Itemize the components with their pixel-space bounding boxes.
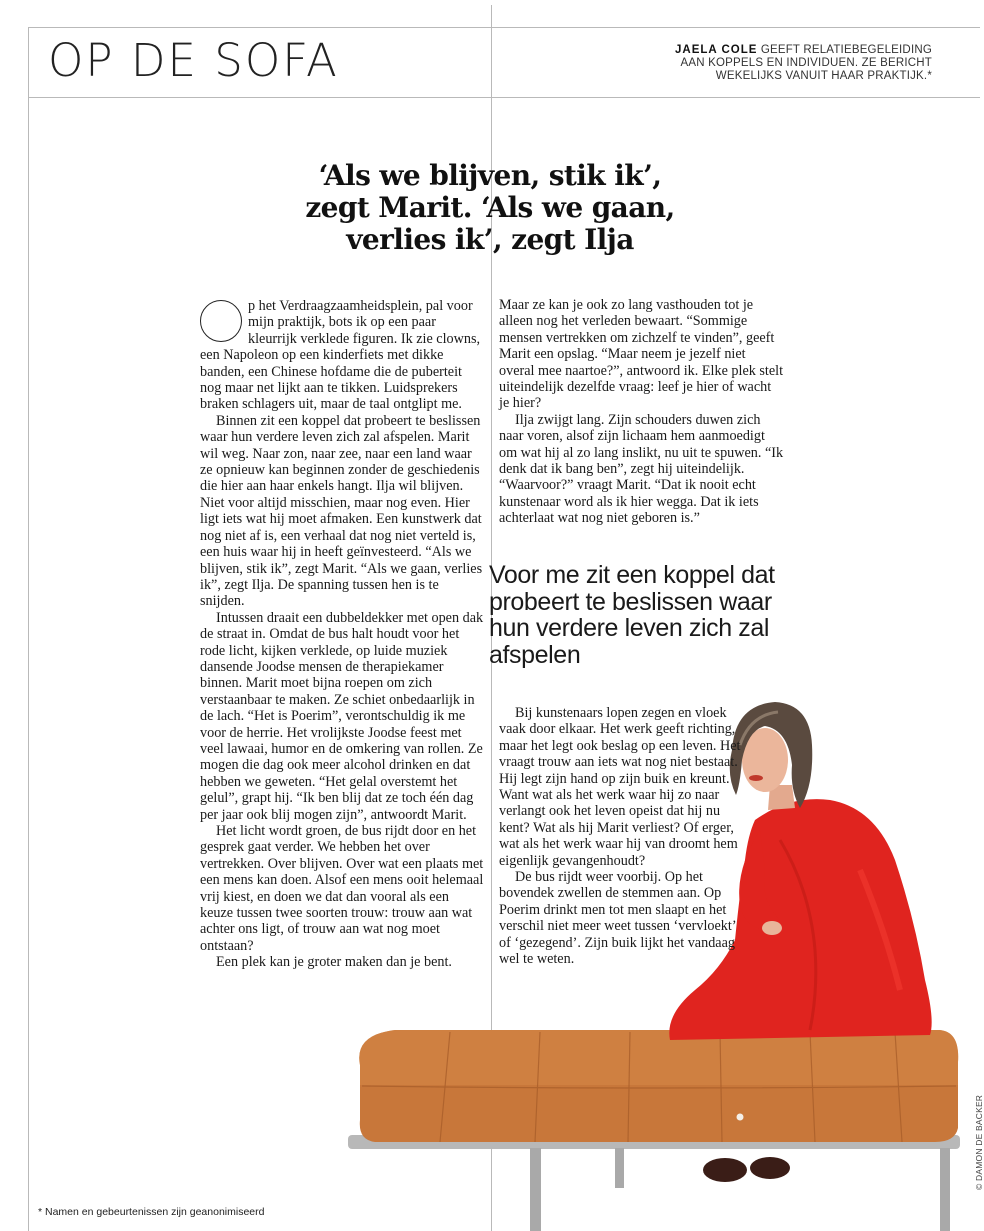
dropcap-circle-icon bbox=[200, 300, 242, 342]
paragraph: Ilja zwijgt lang. Zijn schouders duwen zich naar voren, alsof zijn lichaam hem aanmoedigt om wat hij al zo lang inslikt, nu uit te spuwen. “Ik denk dat ik bang ben”, zegt hij uiteindelijk. “Waarvoor?” vraagt Marit. “Dat ik nooit echt kunstenaar word als ik hier wegga. Dat ik iets achterlaat wat nog niet geboren is.” bbox=[499, 411, 784, 527]
paragraph: Het licht wordt groen, de bus rijdt door en het gesprek gaat verder. We hebben het over vertrekken. Over blijven. Over wat een plaats met een mens kan doen. Alsof een mens ooit helemaal vrij kiest, en doen we dat dan vooral als een keuze tussen twee soorten trouw: trouw aan wat achter ons ligt, of trouw aan wat nog moet ontstaan? bbox=[200, 823, 484, 954]
section-title: OP DE SOFA bbox=[48, 34, 339, 87]
article-column-right bbox=[499, 297, 784, 527]
pull-quote: Voor me zit een koppel dat probeert te beslissen waar hun verdere leven zich zal afspelen bbox=[489, 561, 775, 669]
paragraph: Intussen draait een dubbeldekker met open dak de straat in. Omdat de bus halt houdt voor het rode licht, kijken verklede, op luide muziek dansende Joodse mensen de therapiekamer binnen. Marit moet bijna roepen om zich verstaanbaar te maken. Ze schiet onbedaarlijk in de lach. “Het is Poerim”, verontschuldig ik me voor de herrie. Het vrolijkste Joodse feest met veel lawaai, humor en de omkering van rollen. Ze mogen die dag ook meer alcohol drinken en dat hebben we geweten. “Het gelal overstemt het gelul”, grapt hij. “Ik ben blij dat ze toch één dag per jaar ook blij mogen zijn”, antwoordt Marit. bbox=[200, 609, 484, 823]
sofa-button bbox=[737, 1114, 744, 1121]
author-byline bbox=[632, 44, 932, 83]
header-divider-line bbox=[28, 97, 980, 98]
paragraph: De bus rijdt weer voorbij. Op het bovendek zwellen de stemmen aan. Op Poerim drinkt men tot men slaapt en het verschil niet meer weet tussen ‘vervloekt’ of ‘gezegend’. Zijn buik lijkt het vandaag wel te weten. bbox=[499, 869, 736, 968]
byline-author: JAELA COLE bbox=[675, 44, 758, 56]
photo-credit: © DAMON DE BACKER bbox=[974, 1094, 984, 1190]
shoe bbox=[703, 1158, 747, 1182]
headline-line-3: verlies ik’, zegt Ilja bbox=[346, 223, 634, 256]
headline-line-1: ‘Als we blijven, stik ik’, bbox=[318, 159, 662, 192]
footnote: * Namen en gebeurtenissen zijn geanonimiseerd bbox=[38, 1206, 265, 1218]
shoe bbox=[750, 1157, 790, 1179]
headline-line-2: zegt Marit. ‘Als we gaan, bbox=[305, 191, 675, 224]
paragraph: Maar ze kan je ook zo lang vasthouden tot je alleen nog het verleden bewaart. “Sommige mensen vertrekken om zichzelf te vinden”, geeft Marit een opslag. “Maar neem je jezelf niet overal mee naartoe?”, antwoord ik. Elke plek stelt uiteindelijk dezelfde vraag: leef je hier of wacht je hier? bbox=[499, 297, 784, 412]
byline-line-2: AAN KOPPELS EN INDIVIDUEN. ZE BERICHT bbox=[680, 57, 932, 69]
article-column-bottom bbox=[499, 705, 744, 968]
sofa-leg bbox=[615, 1148, 624, 1188]
byline-line-1: GEEFT RELATIEBEGELEIDING bbox=[757, 44, 932, 56]
hand bbox=[762, 921, 782, 935]
frame-left-line bbox=[28, 27, 29, 1231]
sofa-leg bbox=[940, 1148, 950, 1231]
frame-top-line bbox=[28, 27, 980, 28]
paragraph: Een plek kan je groter maken dan je bent. bbox=[216, 954, 452, 971]
sofa-leg bbox=[530, 1148, 541, 1231]
byline-line-3: WEKELIJKS VANUIT HAAR PRAKTIJK.* bbox=[715, 70, 932, 82]
paragraph: Binnen zit een koppel dat probeert te beslissen waar hun verdere leven zich zal afspelen. Marit wil weg. Naar zon, naar zee, naar een land waar ze opnieuw kan beginnen zonder de geschiedenis die hier aan haar enkels hangt. Ilja wil blijven. Niet voor altijd misschien, maar nog even. Hier ligt iets wat hij moet afmaken. Een kunstwerk dat nog niet af is, een verhaal dat nog niet verteld is, een huis waar hij in heeft geïnvesteerd. “Als we blijven, stik ik”, zegt Marit. “Als we gaan, verlies ik”, zegt Ilja. De spanning tussen hen is te snijden. bbox=[200, 412, 483, 610]
paragraph: Bij kunstenaars lopen zegen en vloek vaak door elkaar. Het werk geeft richting, maar het legt ook beslag op een leven. Het vraagt trouw aan iets wat nog niet bestaat. Hij legt zijn hand op zijn buik en kreunt. Want wat als het werk waar hij zo naar verlangt ook het leven opeist dat hij nu kent? Wat als hij Marit verliest? Of erger, wat als het werk waar hij van droomt hem eigenlijk gevangenhoudt? bbox=[499, 705, 741, 869]
article-headline bbox=[250, 160, 730, 256]
paragraph: p het Verdraagzaamheidsplein, pal voor mijn praktijk, bots ik op een paar kleurrijk verklede figuren. Ik zie clowns, een Napoleon op een kinderfiets met dikke banden, een Chinese hofdame die de puberteit nog maar net lijkt aan te tikken. Luidsprekers braken schlagers uit, maar de taal ontglipt me. bbox=[200, 298, 481, 413]
